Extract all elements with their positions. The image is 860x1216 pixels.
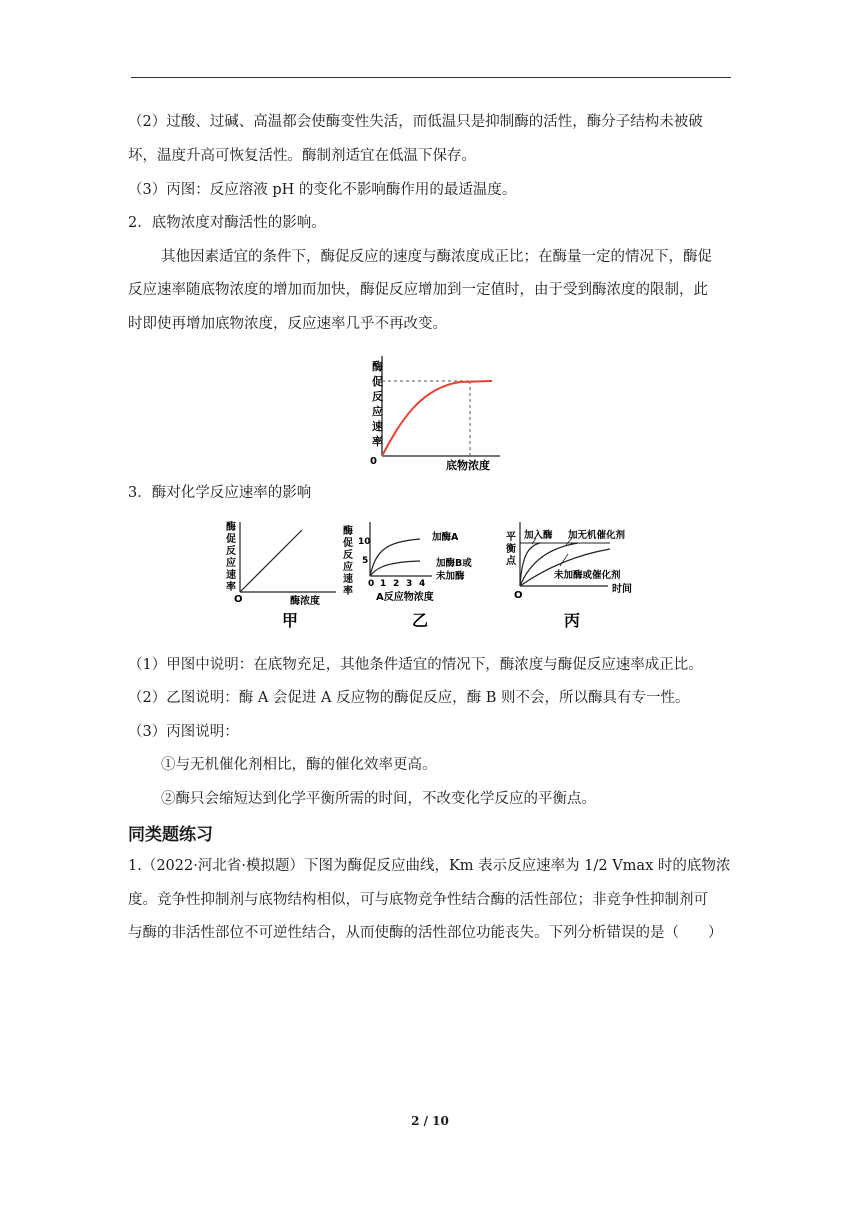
jia-ylabel-1: 酶	[226, 522, 236, 533]
figure1-rate-curve	[382, 381, 492, 456]
bing-legend-none: 未加酶或催化剂	[554, 570, 621, 581]
figure1-xlabel: 底物浓度	[446, 459, 490, 472]
jia-ylabel-5: 速	[226, 570, 236, 581]
heading-enzyme-rate: 3．酶对化学反应速率的影响	[128, 485, 312, 501]
figure1-ylabel-2: 促	[372, 375, 383, 388]
bing-legend-enzyme: 加入酶	[524, 530, 553, 541]
jia-ylabel-2: 促	[226, 534, 236, 545]
bing-ylabel-1: 平	[506, 532, 516, 543]
figure1-ylabel-3: 反	[372, 390, 383, 403]
enzyme-rate-figures	[210, 516, 680, 634]
jia-ylabel-4: 应	[226, 558, 236, 569]
yi-xtick-2: 2	[393, 579, 400, 589]
yi-ytick-5: 5	[362, 556, 369, 566]
question-line3: 与酶的非活性部位不可逆性结合，从而使酶的活性部位功能丧失。下列分析错误的是（ ）	[128, 925, 723, 941]
yi-ylabel-3: 反	[343, 550, 353, 561]
bing-origin: O	[514, 590, 523, 601]
bing-ylabel-2: 衡	[506, 544, 516, 555]
question-line1: 1.（2022·河北省·模拟题）下图为酶促反应曲线，Km 表示反应速率为 1/2 Vmax 时的底物浓	[128, 858, 731, 874]
paragraph-2-line1: （2）过酸、过碱、高温都会使酶变性失活，而低温只是抑制酶的活性，酶分子结构未被破	[128, 114, 703, 130]
yi-ylabel-5: 速	[343, 574, 353, 585]
jia-caption: 甲	[282, 611, 299, 630]
figure1-ylabel-5: 速	[372, 420, 383, 433]
yi-ytick-10: 10	[358, 537, 371, 547]
yi-curve-enzyme-a	[370, 539, 420, 576]
yi-xtick-1: 1	[380, 579, 387, 589]
body-line2: 反应速率随底物浓度的增加而加快，酶促反应增加到一定值时，由于受到酶浓度的限制，此	[128, 282, 708, 298]
explanation-3a: ①与无机催化剂相比，酶的催化效率更高。	[161, 757, 437, 773]
paragraph-2-line2: 坏，温度升高可恢复活性。酶制剂适宜在低温下保存。	[128, 148, 476, 164]
bing-caption: 丙	[564, 611, 581, 630]
header-rule	[131, 77, 731, 78]
paragraph-3: （3）丙图：反应溶液 pH 的变化不影响酶作用的最适温度。	[128, 182, 517, 198]
figure-yi	[343, 522, 472, 630]
yi-xtick-4: 4	[419, 579, 426, 589]
bing-pointer-none	[560, 554, 568, 566]
figure1-ylabel-1: 酶	[372, 360, 383, 373]
yi-xtick-3: 3	[406, 579, 413, 589]
body-line3: 时即使再增加底物浓度，反应速率几乎不再改变。	[128, 316, 447, 332]
bing-legend-inorganic: 加无机催化剂	[568, 530, 626, 541]
jia-ylabel-3: 反	[226, 546, 236, 557]
yi-legend-enzyme-b-2: 未加酶	[436, 571, 465, 582]
figure1-origin: 0	[370, 456, 377, 467]
yi-curve-enzyme-b	[370, 561, 420, 576]
figure-jia	[226, 520, 336, 630]
yi-legend-enzyme-a: 加酶A	[432, 532, 459, 543]
explanation-3: （3）丙图说明：	[128, 724, 239, 740]
yi-ylabel-1: 酶	[343, 526, 353, 537]
explanation-2: （2）乙图说明：酶 A 会促进 A 反应物的酶促反应，酶 B 则不会，所以酶具有专一性。	[128, 690, 690, 706]
jia-xlabel: 酶浓度	[290, 596, 320, 607]
jia-origin: O	[234, 594, 243, 605]
bing-xlabel: 时间	[612, 584, 632, 595]
question-line2: 度。竞争性抑制剂与底物结构相似，可与底物竞争性结合酶的活性部位；非竞争性抑制剂可	[128, 892, 708, 908]
yi-legend-enzyme-b-1: 加酶B或	[436, 558, 472, 569]
jia-ylabel-6: 率	[226, 582, 236, 593]
yi-ylabel-2: 促	[343, 538, 353, 549]
yi-ylabel-4: 应	[343, 562, 353, 573]
figure-bing	[505, 522, 632, 630]
explanation-3b: ②酶只会缩短达到化学平衡所需的时间，不改变化学反应的平衡点。	[161, 791, 596, 807]
jia-line	[240, 530, 302, 592]
figure1-ylabel-6: 率	[372, 435, 383, 448]
section-title: 同类题练习	[128, 825, 213, 845]
bing-ylabel-3: 点	[506, 556, 516, 567]
yi-origin: 0	[368, 579, 375, 589]
page-number: 2 / 10	[411, 1114, 449, 1128]
substrate-curve-figure	[360, 352, 510, 476]
body-line1: 其他因素适宜的条件下，酶促反应的速度与酶浓度成正比；在酶量一定的情况下，酶促	[161, 249, 712, 265]
yi-caption: 乙	[412, 611, 429, 630]
yi-xlabel: A反应物浓度	[376, 592, 434, 603]
heading-substrate-concentration: 2．底物浓度对酶活性的影响。	[128, 215, 326, 231]
yi-ylabel-6: 率	[343, 586, 353, 597]
figure1-ylabel-4: 应	[372, 405, 383, 418]
explanation-1: （1）甲图中说明：在底物充足，其他条件适宜的情况下，酶浓度与酶促反应速率成正比。	[128, 657, 703, 673]
